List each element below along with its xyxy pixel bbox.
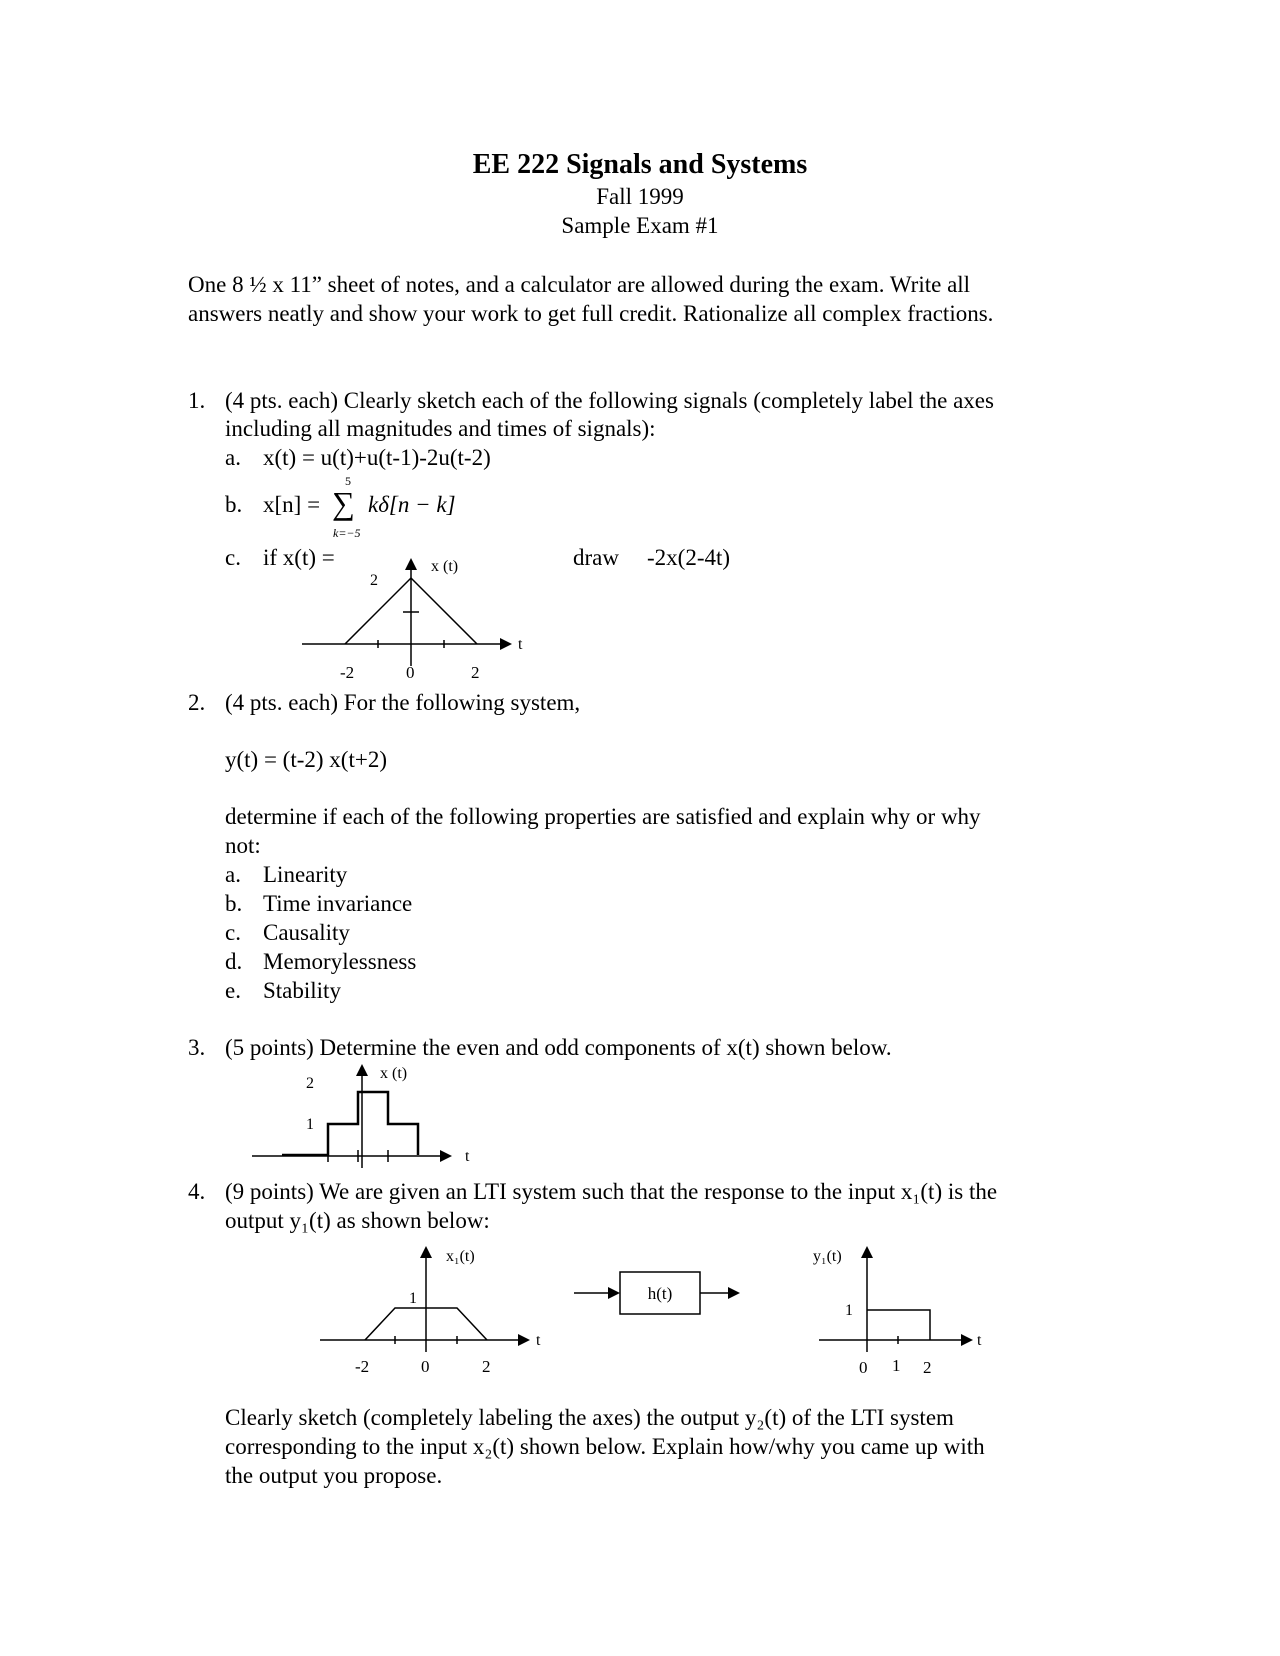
q1-fig-t-label: t bbox=[518, 636, 523, 653]
q2-item-stability: Stability bbox=[263, 978, 341, 1003]
q2-item-label: c. bbox=[225, 920, 241, 945]
q1-line-2: including all magnitudes and times of signals): bbox=[225, 416, 656, 441]
q1-line-1: (4 pts. each) Clearly sketch each of the following signals (completely label the axes bbox=[225, 388, 994, 413]
q4-in-tick-label: -2 bbox=[355, 1357, 370, 1376]
q4-line-5: the output you propose. bbox=[225, 1463, 443, 1488]
exam-number: Sample Exam #1 bbox=[561, 213, 719, 238]
q4-out-tick-label: 0 bbox=[859, 1358, 868, 1377]
q1-c-text: if x(t) = bbox=[263, 545, 335, 570]
q4-line-4: corresponding to the input x₂(t) shown below. Explain how/why you came up with bbox=[225, 1434, 985, 1459]
q4-line-2: output y₁(t) as shown below: bbox=[225, 1208, 490, 1233]
q1-b-sum-upper: 5 bbox=[345, 474, 351, 488]
q4-in-tick-label: 2 bbox=[482, 1357, 491, 1376]
q2-item-label: b. bbox=[225, 891, 243, 916]
q4-line-1: (9 points) We are given an LTI system such that the response to the input x₁(t) is the bbox=[225, 1179, 998, 1204]
q3-fig-pulse-trace bbox=[282, 1092, 418, 1155]
q4-in-tick-label: 0 bbox=[421, 1357, 430, 1376]
q1-b-label: b. bbox=[225, 492, 243, 517]
q2-item-linearity: Linearity bbox=[263, 862, 348, 887]
q3-number: 3. bbox=[188, 1035, 206, 1060]
q2-item-label: e. bbox=[225, 978, 241, 1003]
q2-item-label: a. bbox=[225, 862, 241, 887]
q1-a-label: a. bbox=[225, 445, 241, 470]
q4-in-y-arrow bbox=[420, 1246, 432, 1258]
q1-fig-peak-label: 2 bbox=[370, 572, 378, 589]
q1-c-expression: -2x(2-4t) bbox=[647, 545, 731, 570]
q1-b-text: x[n] = bbox=[263, 492, 321, 517]
q1-fig-tick-label: 0 bbox=[406, 663, 415, 682]
q1-c-draw: draw bbox=[573, 545, 619, 570]
q1-fig-y-label: x (t) bbox=[431, 558, 459, 575]
q3-fig-t-label: t bbox=[465, 1148, 470, 1165]
q4-input-figure bbox=[310, 1240, 550, 1380]
q4-out-tick-label: 1 bbox=[892, 1356, 901, 1375]
summation-icon: ∑ bbox=[332, 485, 355, 521]
q4-out-rect-trace bbox=[867, 1310, 930, 1340]
q3-fig-level-2: 2 bbox=[306, 1075, 314, 1092]
q4-in-t-label: t bbox=[536, 1332, 541, 1349]
q4-line-3: Clearly sketch (completely labeling the axes) the output y₂(t) of the LTI system bbox=[225, 1405, 954, 1430]
q4-number: 4. bbox=[188, 1179, 206, 1204]
q3-line-1: (5 points) Determine the even and odd components of x(t) shown below. bbox=[225, 1035, 892, 1060]
q2-item-causality: Causality bbox=[263, 920, 350, 945]
instructions-line-1: One 8 ½ x 11” sheet of notes, and a calculator are allowed during the exam. Write all bbox=[188, 272, 971, 297]
q1-b-term: kδ[n − k] bbox=[368, 492, 456, 517]
q1-a-text: x(t) = u(t)+u(t-1)-2u(t-2) bbox=[263, 445, 491, 470]
instructions-line-2: answers neatly and show your work to get full credit. Rationalize all complex fractions. bbox=[188, 301, 994, 326]
q1-fig-tick-label: 2 bbox=[471, 663, 480, 682]
q4-in-level: 1 bbox=[409, 1290, 417, 1307]
q1-c-label: c. bbox=[225, 545, 241, 570]
q4-in-y-label: x₁(t) bbox=[446, 1248, 475, 1265]
q1-number: 1. bbox=[188, 388, 206, 413]
q4-block-output-arrow bbox=[728, 1287, 740, 1299]
q2-item-label: d. bbox=[225, 949, 243, 974]
q4-block-input-arrow bbox=[608, 1287, 620, 1299]
q3-fig-y-label: x (t) bbox=[380, 1065, 408, 1082]
q2-number: 2. bbox=[188, 690, 206, 715]
q3-fig-x-arrow bbox=[440, 1150, 452, 1162]
q2-item-time-invariance: Time invariance bbox=[263, 891, 413, 916]
q3-step-figure bbox=[240, 1058, 480, 1170]
q1-fig-y-arrow bbox=[405, 558, 417, 570]
q1-fig-tick-label: -2 bbox=[340, 663, 355, 682]
q1-b-sum-lower: k=−5 bbox=[333, 526, 361, 540]
q2-item-memorylessness: Memorylessness bbox=[263, 949, 417, 974]
q2-line-2: determine if each of the following properties are satisfied and explain why or why bbox=[225, 804, 981, 829]
q4-out-x-arrow bbox=[961, 1334, 973, 1346]
q4-output-figure bbox=[805, 1240, 1005, 1380]
q2-equation: y(t) = (t-2) x(t+2) bbox=[225, 747, 387, 772]
exam-title: EE 222 Signals and Systems bbox=[472, 149, 808, 180]
q1-triangle-figure bbox=[290, 550, 530, 680]
q4-out-y-label: y₁(t) bbox=[813, 1248, 842, 1265]
q4-out-level: 1 bbox=[845, 1302, 853, 1319]
q4-system-block bbox=[570, 1268, 750, 1318]
q2-line-1: (4 pts. each) For the following system, bbox=[225, 690, 581, 715]
q4-system-label: h(t) bbox=[647, 1284, 673, 1303]
q3-fig-level-1: 1 bbox=[306, 1116, 314, 1133]
q4-out-t-label: t bbox=[977, 1332, 982, 1349]
q4-out-y-arrow bbox=[861, 1246, 873, 1258]
exam-term: Fall 1999 bbox=[596, 184, 684, 209]
q2-line-3: not: bbox=[225, 833, 261, 858]
q4-in-x-arrow bbox=[518, 1334, 530, 1346]
q3-fig-y-arrow bbox=[356, 1064, 368, 1076]
q1-fig-x-arrow bbox=[500, 638, 512, 650]
q4-out-tick-label: 2 bbox=[923, 1358, 932, 1377]
